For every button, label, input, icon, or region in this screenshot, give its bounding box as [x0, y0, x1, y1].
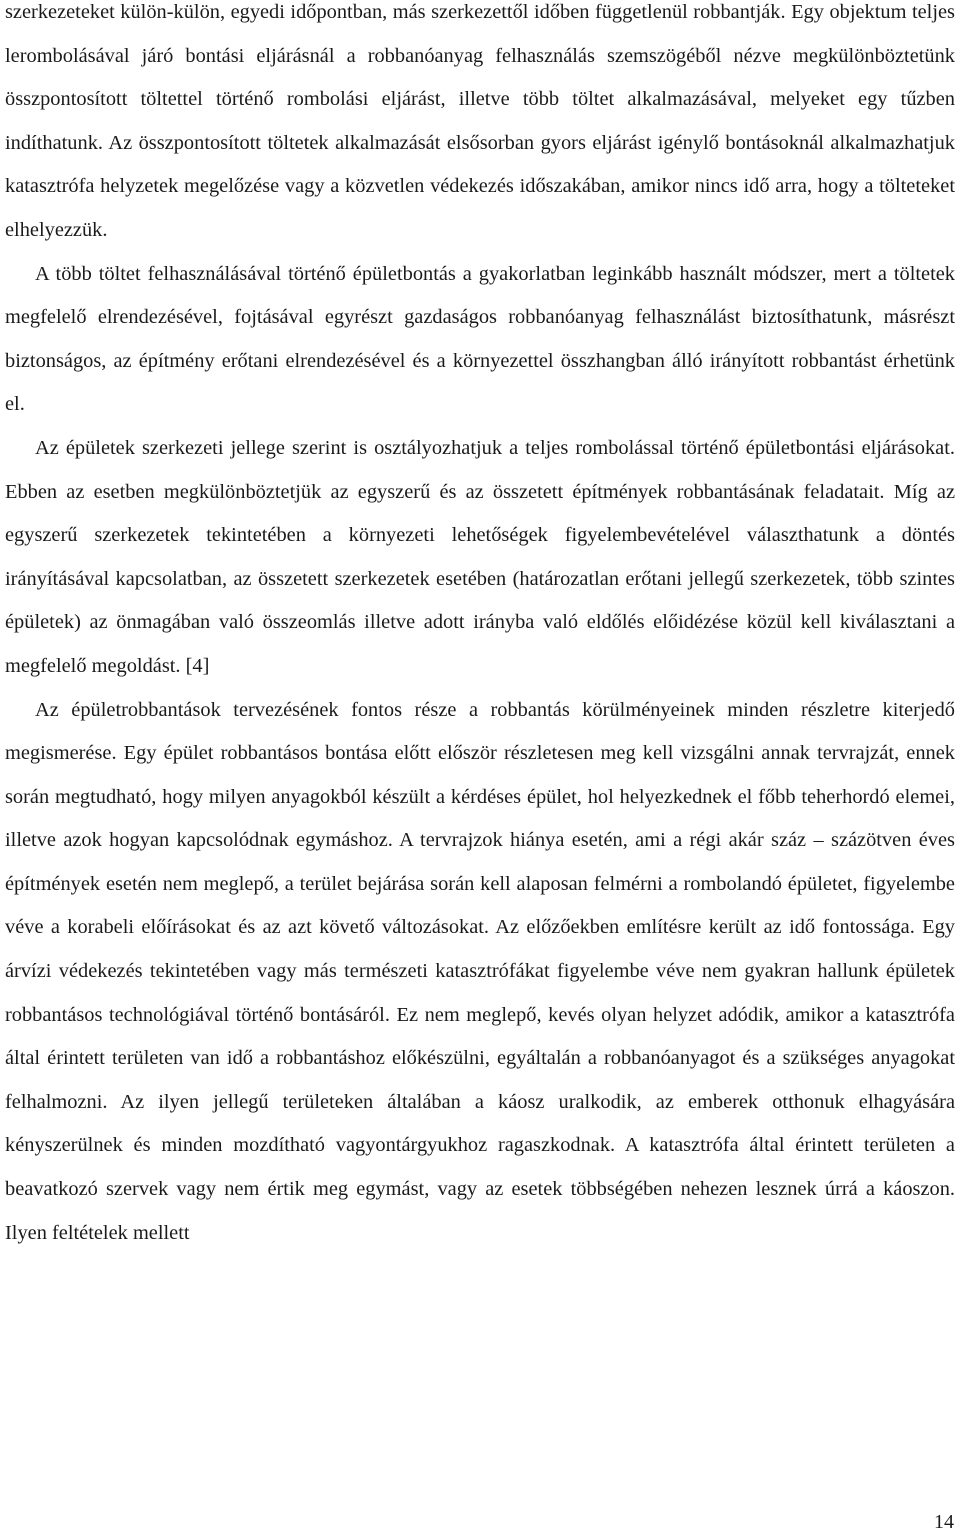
document-body	[5, 0, 955, 1255]
paragraph-3: Az épületek szerkezeti jellege szerint is osztályozhatjuk a teljes rombolással történő épületbontási eljárásokat. Ebben az esetben megkülönböztetjük az egyszerű és az összetett építmények robbantásának feladatait. Míg az egyszerű szerkezetek tekintetében a környezeti lehetőségek figyelembevételével választhatunk a döntés irányításával kapcsolatban, az összetett szerkezetek esetében (határozatlan erőtani jellegű szerkezetek, több szintes épületek) az önmagában való összeomlás illetve adott irányba való eldőlés előidézése közül kell kiválasztani a megfelelő megoldást. [4]	[5, 436, 955, 677]
paragraph-2: A több töltet felhasználásával történő épületbontás a gyakorlatban leginkább használt módszer, mert a töltetek megfelelő elrendezésével, fojtásával egyrészt gazdaságos robbanóanyag felhasználást biztosíthatunk, másrészt biztonságos, az építmény erőtani elrendezésével és a környezettel összhangban álló irányított robbantást érhetünk el.	[5, 262, 955, 416]
page-number: 14	[934, 1511, 954, 1533]
paragraph-4: Az épületrobbantások tervezésének fontos része a robbantás körülményeinek minden részletre kiterjedő megismerése. Egy épület robbantásos bontása előtt először részletesen meg kell vizsgálni annak tervrajzát, ennek során megtudható, hogy milyen anyagokból készült a kérdéses épület, hol helyezkednek el főbb teherhordó elemei, illetve azok hogyan kapcsolódnak egymáshoz. A tervrajzok hiánya esetén, ami a régi akár száz – százötven éves építmények esetén nem meglepő, a terület bejárása során kell alaposan felmérni a rombolandó épületet, figyelembe véve a korabeli előírásokat és az azt követő változásokat. Az előzőekben említésre került az idő fontossága. Egy árvízi védekezés tekintetében vagy más természeti katasztrófákat figyelembe véve nem gyakran hallunk épületek robbantásos technológiával történő bontásáról. Ez nem meglepő, kevés olyan helyzet adódik, amikor a katasztrófa által érintett területen van idő a robbantáshoz előkészülni, egyáltalán a robbanóanyagot és a szükséges anyagokat felhalmozni. Az ilyen jellegű területeken általában a káosz uralkodik, az emberek otthonuk elhagyására kényszerülnek és minden mozdítható vagyontárgyukhoz ragaszkodnak. A katasztrófa által érintett területen a beavatkozó szervek vagy nem értik meg egymást, vagy az esetek többségében nehezen lesznek úrrá a káoszon. Ilyen feltételek mellett	[5, 698, 955, 1244]
paragraph-1: szerkezeteket külön-külön, egyedi időpontban, más szerkezettől időben függetlenül robbantják. Egy objektum teljes lerombolásával járó bontási eljárásnál a robbanóanyag felhasználás szemszögéből nézve megkülönböztetünk összpontosított töltettel történő rombolási eljárást, illetve több töltet alkalmazásával, melyeket egy tűzben indíthatunk. Az összpontosított töltetek alkalmazását elsősorban gyors eljárást igénylő bontásoknál alkalmazhatjuk katasztrófa helyzetek megelőzése vagy a közvetlen védekezés időszakában, amikor nincs idő arra, hogy a tölteteket elhelyezzük.	[5, 1, 955, 241]
